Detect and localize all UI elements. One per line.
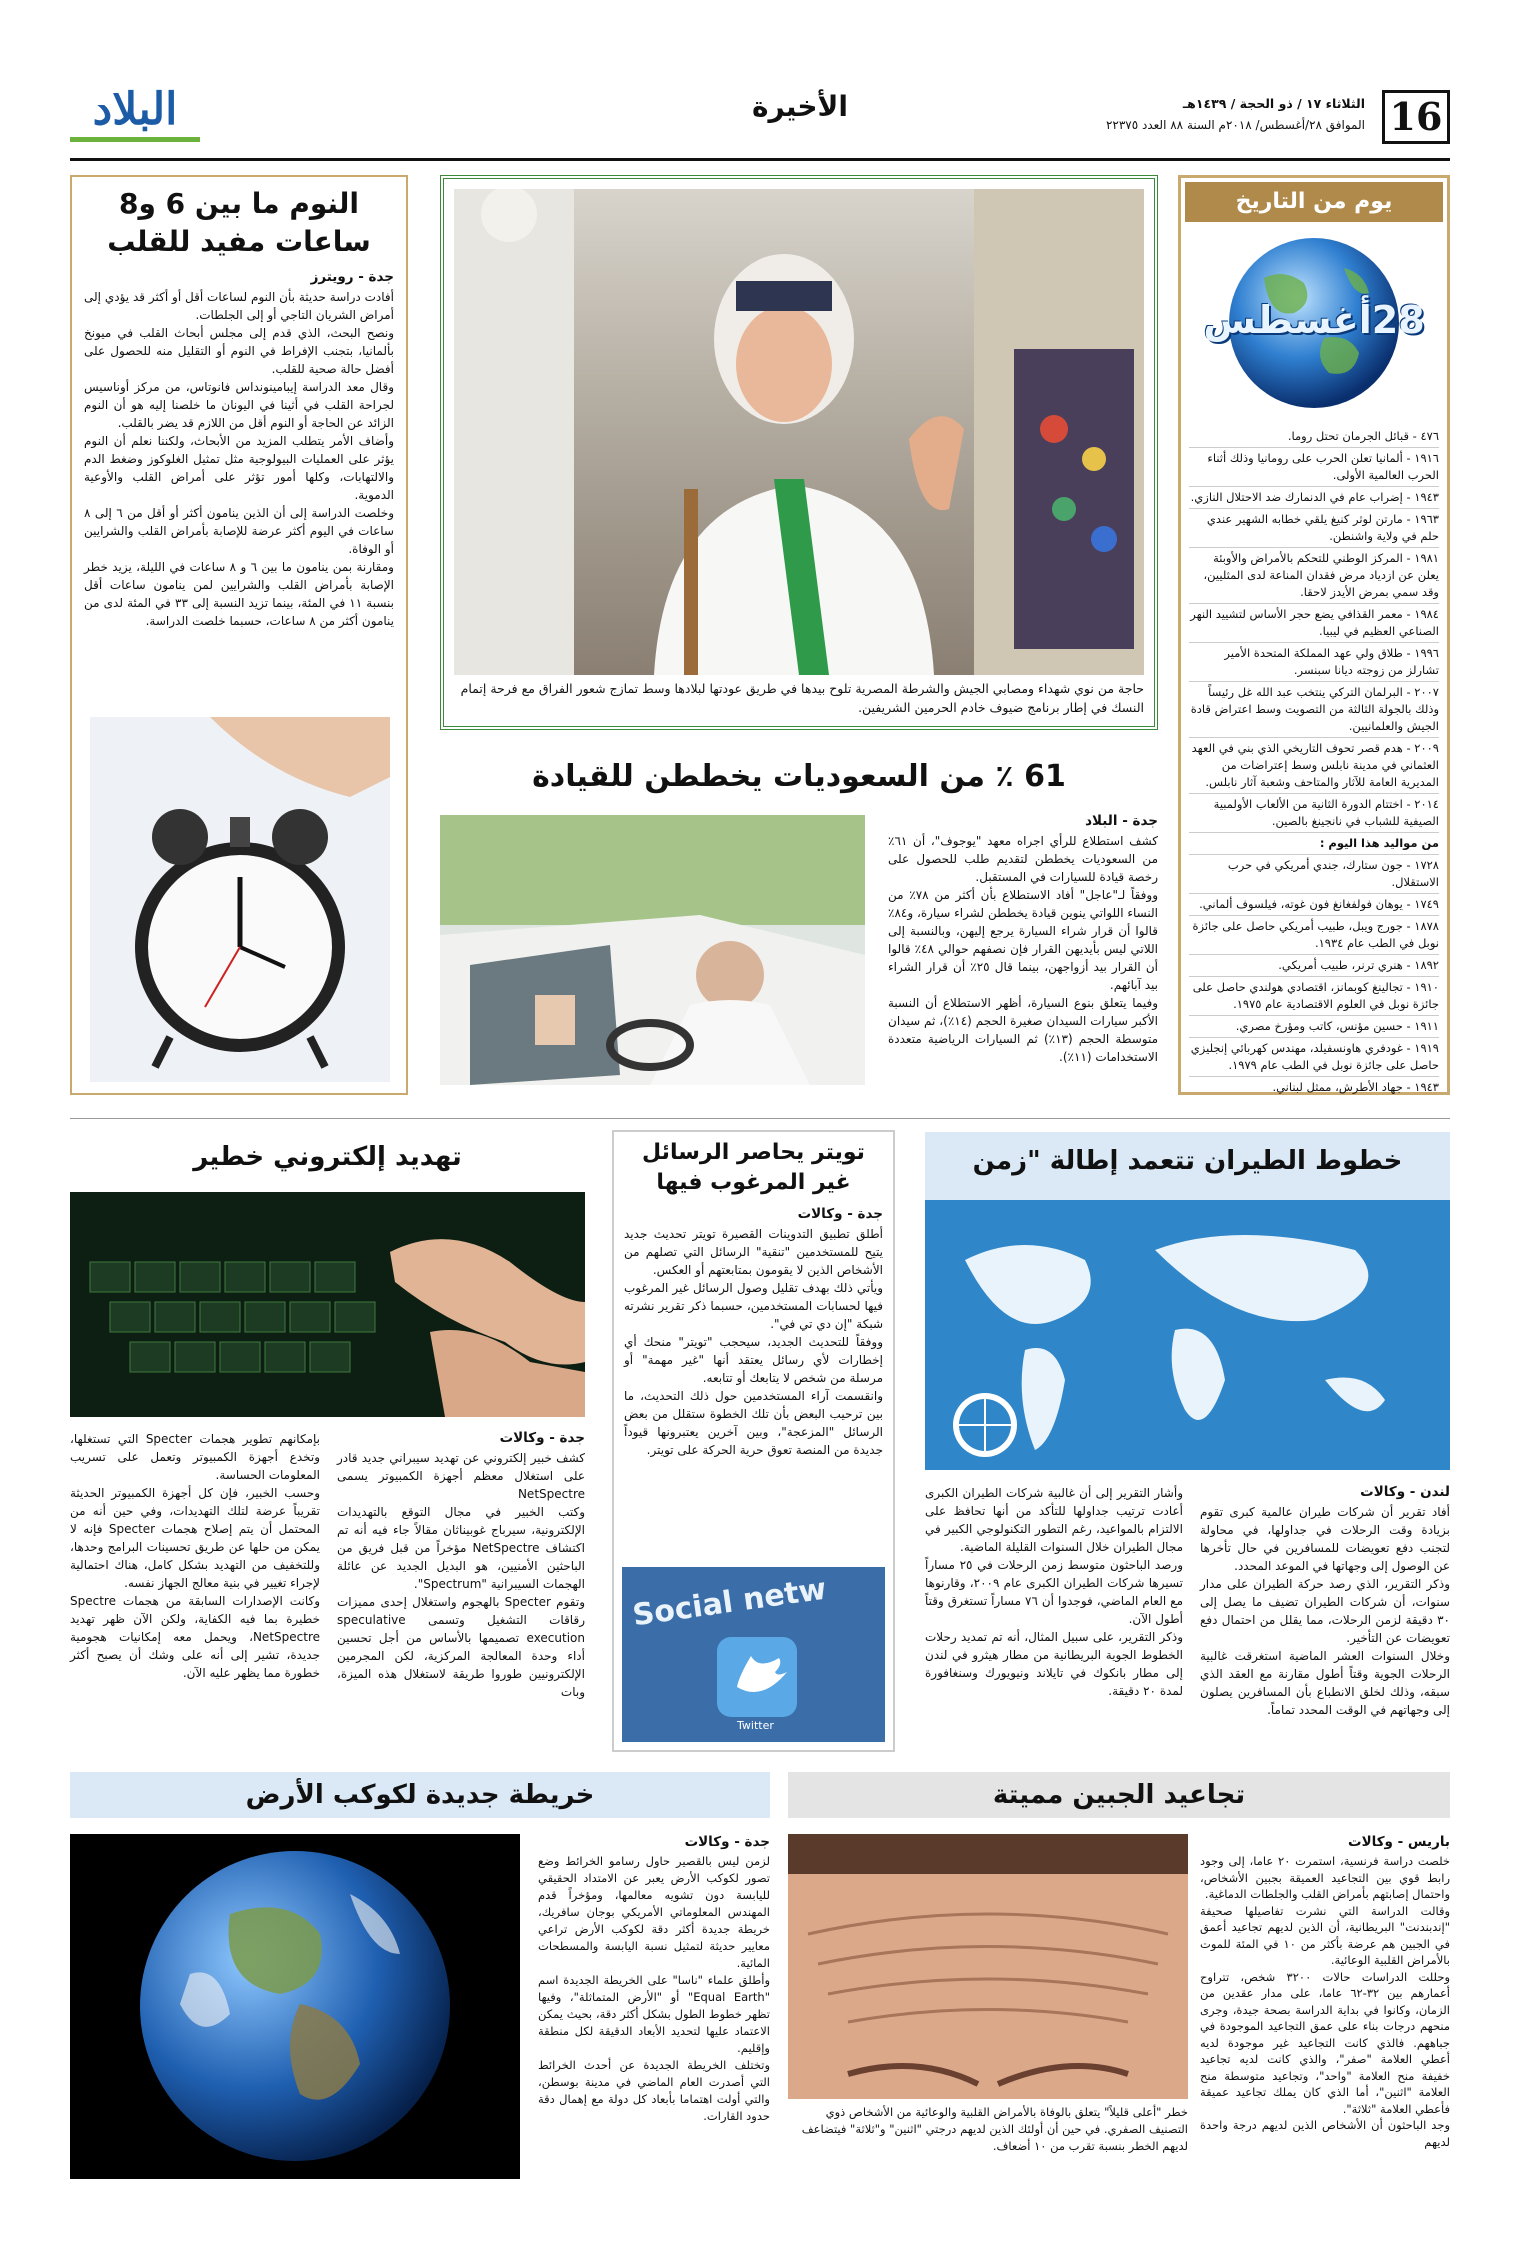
history-item: ١٩١٦ - ألمانيا تعلن الحرب على رومانيا وذلك أثناء الحرب العالمية الأولى.	[1189, 448, 1439, 487]
history-item: ٤٧٦ - قبائل الجرمان تحتل روما.	[1189, 426, 1439, 448]
wrinkles-byline: باريس - وكالات	[1348, 1834, 1450, 1850]
cyber-byline: جدة - وكالات	[499, 1430, 585, 1446]
date-line-2: الموافق ٢٨/أغسطس/ ٢٠١٨م السنة ٨٨ العدد ٢٢٣٧٥	[1105, 118, 1365, 132]
history-item: ١٩٨٤ - معمر القذافي يضع حجر الأساس لتشييد النهر الصناعي العظيم في ليبيا.	[1189, 604, 1439, 643]
paragraph: وتختلف الخريطة الجديدة عن أحدث الخرائط التي أصدرت العام الماضي في مدينة بوسطن، والتي أولت اهتماما بأبعاد كل دولة مع إهمال دقة حدود القارات.	[538, 2058, 770, 2123]
saudi-article	[440, 755, 1158, 1095]
paragraph: وأشار التقرير إلى أن غالبية شركات الطيران الكبرى أعادت ترتيب جداولها للتأكد من أنها تحافظ على الالتزام بالمواعيد، رغم التطور التكنولوجي الكبير في مجال الطيران خلال السنوات القليلة الماضية.	[925, 1486, 1183, 1554]
alarm-clock-icon	[90, 717, 390, 1082]
paragraph: وكانت الإصدارات السابقة من هجمات Spectre خطيرة بما فيه الكفاية، ولكن الآن ظهر تهديد NetSpectre، ويحمل معه إمكانيات هجومية جديدة، تشير إلى أنه على وشك أن يصبح أكثر خطورة مما يظهر عليه الآن.	[70, 1594, 320, 1680]
birth-item: ١٩١٩ - غودفري هاونسفيلد، مهندس كهربائي إنجليزي حاصل على جائزة نوبل في الطب عام ١٩٧٩.	[1189, 1038, 1439, 1077]
twitter-article	[612, 1130, 895, 1752]
globe-date: 28أغسطس	[1203, 298, 1425, 342]
history-list	[1189, 426, 1439, 1098]
earth-title: خريطة جديدة لكوكب الأرض	[70, 1772, 770, 1818]
paragraph: أفاد تقرير أن شركات طيران عالمية كبرى تقوم بزيادة وقت الرحلات في جداولها، في محاولة لتجنب دفع تعويضات للمسافرين في حال تأخرها عن الوصول إلى وجهاتها في الموعد المحدد.	[1200, 1505, 1450, 1573]
paragraph: وأطلق علماء "ناسا" على الخريطة الجديدة اسم "Equal Earth" أو "الأرض المتماثلة"، وفيها تظهر خطوط الطول بشكل أكثر دقة، بحيث يمكن الاعتماد عليها لتحديد الأبعاد الدقيقة لكل منطقة وإقليم.	[538, 1973, 771, 2055]
paragraph: كشف استطلاع للرأي اجراه معهد "يوجوف"، أن ٦١٪ من السعوديات يخططن لتقديم طلب للحصول على رخصة قيادة للسيارات في المستقبل.	[888, 834, 1158, 884]
paragraph: ورصد الباحثون متوسط زمن الرحلات في ٢٥ مساراً تسيرها شركات الطيران الكبرى عام ٢٠٠٩، وقارنوها مع العام الماضي، فوجدوا أن ٧٦ مساراً تستغرق وقتاً أطول الآن.	[925, 1558, 1184, 1626]
paragraph: وحللت الدراسات حالات ٣٢٠٠ شخص، تتراوح أعمارهم بين ٣٢-٦٢ عاما، على مدار عقدين من الزمان، وكانوا في بداية الدراسة بصحة جيدة، وجرى منحهم درجات بناء على عمق التجاعيد الموجودة في جباههم. فالذي كانت التجاعيد غير موجودة لديه أعطي العلامة "صفر"، والذي كانت لديه تجاعيد خفيفة منح العلامة "واحد"، وتجاعيد متوسطة منح العلامة "اثنين"، أما الذي كان يملك تجاعيد عميقة فأعطي العلامة "ثلاثة".	[1200, 1969, 1451, 2116]
airlines-col-left	[925, 1484, 1183, 1700]
paragraph: وكتب الخبير في مجال التوقع بالتهديدات الإلكترونية، سيرباج غوبيناثان مقالاً جاء فيه أنه تم اكتشاف NetSpectre مؤخراً من قبل فريق من الباحثين الأمنيين، هو البديل الجديد عن عائلة الهجمات السيبرانية "Spectrum".	[337, 1505, 585, 1591]
earth-article	[70, 1772, 770, 2192]
hajj-caption: حاجة من نوي شهداء ومصابي الجيش والشرطة المصرية تلوح بيدها في طريق عودتها لبلادها وسط تمازج شعور الفراق مع فرحة إتمام النسك في إطار برنامج ضيوف خادم الحرمين الشريفين.	[460, 681, 1144, 715]
sleep-article	[70, 175, 408, 1095]
sleep-title-line2: ساعات مفيد للقلب	[107, 225, 371, 258]
paragraph: وقالت الدراسة التي نشرت تفاصيلها صحيفة "إندبندنت" البريطانية، أن الذين لديهم تجاعيد أعمق في الجبين هم عرضة بأكثر من ١٠ في المئة للموت بالأمراض القلبية الوعائية.	[1200, 1903, 1450, 1967]
paragraph: أطلق تطبيق التدوينات القصيرة تويتر تحديث جديد يتيح للمستخدمين "تنقية" الرسائل التي تصلهم من الأشخاص الذين لا يقومون بمتابعتهم أو العكس.	[624, 1227, 883, 1277]
twitter-bird-icon	[622, 1567, 885, 1742]
twitter-photo-text: Social netw	[630, 1571, 829, 1634]
section-title: الأخيرة	[751, 90, 848, 123]
history-item: ١٩٩٦ - طلاق ولي عهد المملكة المتحدة الأمير تشارلز من زوجته ديانا سبنسر.	[1189, 643, 1439, 682]
paragraph: وخلصت الدراسة إلى أن الذين ينامون أكثر أو أقل من ٦ إلى ٨ ساعات في اليوم أكثر عرضة للإصابة بأمراض القلب والشرايين أو الوفاة.	[84, 506, 394, 556]
twitter-photo	[622, 1567, 885, 1742]
keyboard-photo	[70, 1192, 585, 1417]
history-panel	[1178, 175, 1450, 1095]
paragraph: وانقسمت آراء المستخدمين حول ذلك التحديث، ما بين ترحيب البعض بأن تلك الخطوة ستقلل من بعض الرسائل "المزعجة"، وبين آخرين يعتبرونها قيوداً جديدة من المنصة تعوق حرية الحركة على تويتر.	[624, 1389, 883, 1457]
paragraph: خلصت دراسة فرنسية، استمرت ٢٠ عاما، إلى وجود رابط قوي بين التجاعيد العميقة بجبين الأشخاص، واحتمال إصابتهم بأمراض القلب والجلطات الدماغية.	[1200, 1854, 1451, 1901]
paragraph: وقال معد الدراسة إيبامينونداس فانوتاس، من مركز أوناسيس لجراحة القلب في أثينا في اليونان ما خلصنا إليه هو أن النوم الزائد عن الحاجة أو النوم أقل من اللازم قد يضر بالقلب.	[84, 380, 394, 430]
logo	[70, 82, 200, 142]
birth-item: ١٩١١ - حسين مؤنس، كاتب ومؤرخ مصري.	[1189, 1016, 1439, 1038]
earth-text	[538, 1834, 770, 2125]
wrinkles-caption: خطر "أعلى قليلاً" يتعلق بالوفاة بالأمراض القلبية والوعائية من الأشخاص ذوي التصنيف الصفري. في حين أن أولئك الذين لديهم درجتي "اثنين" و"ثلاثة" فيتضاعف لديهم الخطر بنسبة تقرب من ١٠ أضعاف.	[801, 2105, 1188, 2153]
paragraph: ونصح البحث، الذي قدم إلى مجلس أبحاث القلب في ميونخ بألمانيا، بتجنب الإفراط في النوم أو التقليل منه للحصول على أفضل حالة صحية للقلب.	[84, 326, 394, 376]
cyber-article	[70, 1132, 585, 1752]
paragraph: ووفقاً للتحديث الجديد، سيحجب "تويتر" منحك أي إخطارات لأي رسائل يعتقد أنها "غير مهمة" أو مرسلة من شخص لا يتابعك أو تتابعه.	[624, 1335, 883, 1385]
page-number: 16	[1382, 90, 1450, 144]
paragraph: وذكر التقرير، على سبيل المثال، أنه تم تمديد رحلات الخطوط الجوية البريطانية من مطار هيثرو في لندن إلى مطار بانكوك في تايلاند ونيويورك وسنغافورة لمدة ٢٠ دقيقة.	[925, 1630, 1183, 1698]
sleep-title-line1: النوم ما بين 6 و8	[119, 187, 359, 220]
paragraph: وذكر التقرير، الذي رصد حركة الطيران على مدار سنوات، أن شركات الطيران تضيف ما يصل إلى ٣٠ دقيقة لزمن الرحلات، مما يقلل من احتمال دفع تعويضات عن التأخير.	[1200, 1577, 1450, 1645]
paragraph: ويأتي ذلك بهدف تقليل وصول الرسائل غير المرغوب فيها لحسابات المستخدمين، حسبما ذكر تقرير نشرته شبكة "إن دي تي في".	[624, 1281, 883, 1331]
history-item: ١٩٤٣ - إضراب عام في الدنمارك ضد الاحتلال النازي.	[1189, 487, 1439, 509]
paragraph: لزمن ليس بالقصير حاول رسامو الخرائط وضع تصور لكوكب الأرض يعبر عن الامتداد الحقيقي لليابسة دون تشويه معالمها، ومؤخراً قدم المهندس المعلوماتي الأمريكي بوجان سافريك، خريطة جديدة أكثر دقة لكوكب الأرض تراعي معايير حديثة لتمثيل نسبة اليابسة والمسطحات المائية.	[538, 1854, 770, 1970]
cyber-col-left	[70, 1430, 320, 1682]
world-map-photo	[925, 1200, 1450, 1470]
history-item: ٢٠٠٩ - هدم قصر تحوف التاريخي الذي بني في العهد العثماني في مدينة نابلس وسط إعتراضات من المديرية العامة للآثار والمتاحف وشعبة آثار نابلس.	[1189, 738, 1439, 794]
paragraph: وتقوم Specter بالهجوم واستغلال إحدى مميزات رقاقات التشغيل وتسمى speculative execution تصميمها بالأساس من أجل تحسين أداء وحدة المعالجة المركزية، لكن المجرمين الإلكترونيين طوروا طريقة لاستغلال هذه الميزة، وبات	[337, 1595, 585, 1699]
birth-item: ١٩٤٣ - جهاد الأطرش، ممثل لبناني.	[1272, 1080, 1439, 1094]
wrinkles-title: تجاعيد الجبين مميتة	[788, 1772, 1450, 1818]
earth-photo	[70, 1834, 520, 2179]
airlines-title: خطوط الطيران تتعمد إطالة "زمن	[925, 1132, 1450, 1248]
paragraph: بإمكانهم تطوير هجمات Specter التي تستغلها، وتخدع أجهزة الكمبيوتر وتعمل على تسريب المعلومات الحساسة.	[70, 1432, 320, 1482]
cyber-col-right	[337, 1430, 585, 1701]
paragraph: أفادت دراسة حديثة بأن النوم لساعات أقل أو أكثر قد يؤدي إلى أمراض الشريان التاجي أو إلى الجلطات.	[84, 290, 394, 322]
logo-text: البلاد	[92, 84, 178, 135]
birth-item: ١٨٩٢ - هنري ترنر، طبيب أمريكي.	[1189, 955, 1439, 977]
clock-photo	[90, 717, 390, 1082]
history-title: يوم من التاريخ	[1185, 182, 1443, 222]
cyber-title: تهديد إلكتروني خطير	[193, 1142, 462, 1172]
saudi-title: 61 ٪ من السعوديات يخططن للقيادة	[532, 759, 1066, 794]
paragraph: ومقارنة بمن ينامون ما بين ٦ و ٨ ساعات في الليلة، يزيد خطر الإصابة بأمراض القلب والشرايين لمن ينامون ساعات أقل بنسبة ١١ في المئة، بينما تزيد النسبة إلى ٣٣ في المئة لدى من ينامون أكثر من ٨ ساعات، حسبما خلصت الدراسة.	[84, 560, 395, 628]
paragraph: وحسب الخبير، فإن كل أجهزة الكمبيوتر الحديثة تقريباً عرضة لتلك التهديدات، وفي حين أنه من المحتمل أن يتم إصلاح هجمات Specter فإنه لا يمكن من حلها عن طريق تحسينات البرامج وحدها، وللتخفيف من التهديد بشكل كامل، هناك احتمالية لإجراء تغيير في بنية معالج الجهاز نفسه.	[70, 1486, 321, 1590]
masthead	[70, 80, 1450, 152]
paragraph: وأضاف الأمر يتطلب المزيد من الأبحاث، ولكننا نعلم أن النوم يؤثر على العمليات البيولوجية مثل تمثيل الغلوكوز وضغط الدم والالتهابات، وكلها أمور تؤثر على أمراض القلب والأوعية الدموية.	[84, 434, 394, 502]
paragraph: وجد الباحثون أن الأشخاص الذين لديهم درجة واحدة لديهم	[1200, 2118, 1450, 2149]
car-photo	[440, 815, 865, 1085]
history-item: ١٩٨١ - المركز الوطني للتحكم بالأمراض والأوبئة يعلن عن ازدياد مرض فقدان المناعة لدى المثليين، وقد سمي بمرض الأيدز لاحقا.	[1189, 548, 1439, 604]
forehead-photo	[788, 1834, 1188, 2099]
history-item: ٢٠١٤ - اختتام الدورة الثانية من الألعاب الأولمبية الصيفية للشباب في نانجينغ بالصين.	[1189, 794, 1439, 833]
airlines-col-right	[1200, 1484, 1450, 1719]
twitter-title-line1: تويتر يحاصر الرسائل	[642, 1140, 865, 1165]
wrinkles-article	[788, 1772, 1450, 2192]
birth-item: ١٧٤٩ - يوهان فولفغانغ فون غوته، فيلسوف ألماني.	[1189, 894, 1439, 916]
paragraph: وخلال السنوات العشر الماضية استغرقت غالبية الرحلات الجوية وقتاً أطول مقارنة مع العقد الذي سبقه، وذلك لخلق الانطباع بأن المسافرين يصلون إلى وجهاتهم في الوقت المحدد تماماً.	[1200, 1649, 1450, 1717]
history-item: ١٩٦٣ - مارتن لوثر كنيغ يلقي خطابه الشهير عندي حلم في ولاية واشنطن.	[1189, 509, 1439, 548]
birth-item: ١٨٧٨ - جورج ويبل، طبيب أمريكي حاصل على جائزة نوبل في الطب عام ١٩٣٤.	[1189, 916, 1439, 955]
birth-item: ١٩١٠ - تجالينغ كوبمانز، اقتصادي هولندي حاصل على جائزة نوبل في العلوم الاقتصادية عام ١٩٧٥.	[1189, 977, 1439, 1016]
twitter-photo-label: Twitter	[737, 1719, 774, 1732]
twitter-byline: جدة - وكالات	[797, 1206, 883, 1222]
paragraph: وفيما يتعلق بنوع السيارة، أظهر الاستطلاع أن النسبة الأكبر سيارات السيدان صغيرة الحجم (١٤٪)، ثم سيدان متوسطة الحجم (١٣٪) ثم السيارات الرياضية متعددة الاستخدامات (١١٪).	[888, 996, 1158, 1064]
hajj-photo-frame	[440, 175, 1158, 730]
history-globe	[1194, 228, 1434, 418]
twitter-title-line2: غير المرغوب فيها	[656, 1170, 851, 1195]
wrinkles-text	[1200, 1834, 1450, 2150]
paragraph: كشف خبير إلكتروني عن تهديد سيبراني جديد قادر على استغلال معظم أجهزة الكمبيوتر يسمى NetSpectre	[337, 1451, 585, 1501]
paragraph: ووفقاً لـ"عاجل" أفاد الاستطلاع بأن أكثر من ٧٨٪ من النساء اللواتي ينوين قيادة يخططن لشراء سيارة، و٨٤٪ قالوا أن قرار شراء السيارة يرجع إليهن، وبالنسبة إلى اللاتي ليس بأيديهن القرار فإن نصفهم حوالي ٤٨٪ قالوا أن القرار بيد أزواجهن، بينما قال ٢٥٪ أن قرار الشراء بيد آبائهم.	[888, 888, 1158, 992]
earth-globe-icon	[70, 1834, 520, 2179]
airlines-byline: لندن - وكالات	[1360, 1484, 1450, 1500]
airlines-article	[925, 1132, 1450, 1752]
history-item: ٢٠٠٧ - البرلمان التركي ينتخب عبد الله غل رئيساً وذلك بالجولة الثالثة من التصويت وسط اعتراض قادة الجيش والعلمانيين.	[1189, 682, 1439, 738]
earth-byline: جدة - وكالات	[684, 1834, 770, 1850]
hajj-photo	[454, 189, 1144, 675]
date-line-1: الثلاثاء ١٧ / ذو الحجة / ١٤٣٩هـ	[1182, 96, 1365, 111]
birth-item: ١٧٢٨ - جون ستارك، جندي أمريكي في حرب الاستقلال.	[1189, 855, 1439, 894]
sleep-body	[84, 288, 394, 630]
saudi-byline: جدة - البلاد	[1085, 813, 1158, 829]
births-title: من مواليد هذا اليوم :	[1189, 833, 1439, 855]
sleep-byline: جدة - رويترز	[310, 269, 394, 285]
saudi-text	[888, 813, 1158, 1066]
